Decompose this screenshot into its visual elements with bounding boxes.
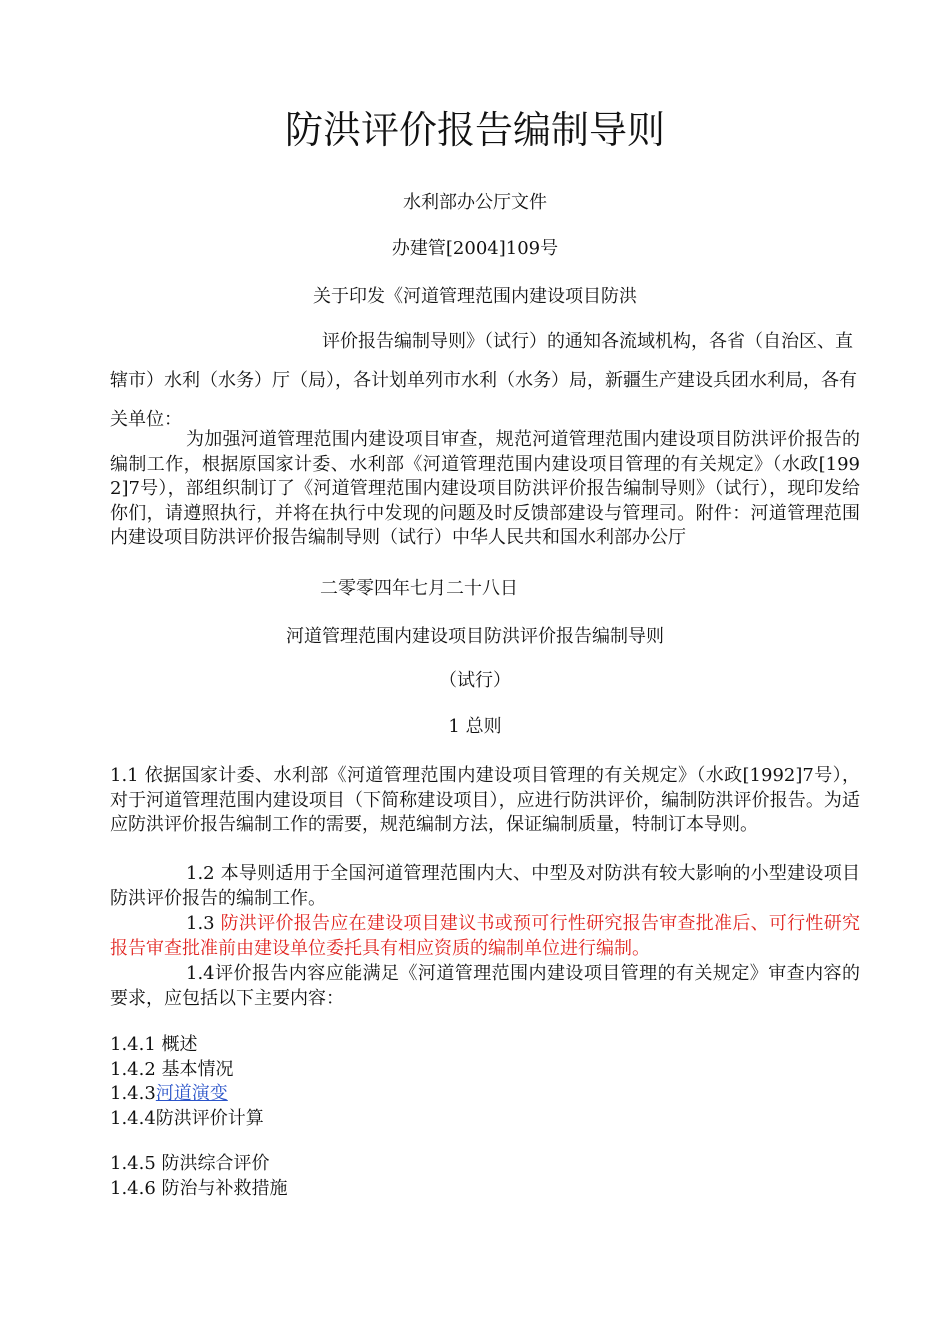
- contents-list-a: [110, 1033, 264, 1131]
- document-title: 防洪评价报告编制导则: [284, 108, 665, 152]
- section-heading: 1 总则: [448, 716, 502, 737]
- document-number: 办建管[2004]109号: [391, 238, 559, 259]
- clause-1-3: [110, 912, 860, 961]
- list-item: 1.4.1 概述: [110, 1034, 198, 1055]
- list-item: 1.4.4防洪评价计算: [110, 1107, 264, 1129]
- clause-1-4: 1.4评价报告内容应能满足《河道管理范围内建设项目管理的有关规定》审查内容的要求，应包括以下主要内容：: [110, 963, 860, 1009]
- notice-recipients: 评价报告编制导则》（试行）的通知各流域机构，各省（自治区、直辖市）水利（水务）厅（局），各计划单列市水利（水务）局，新疆生产建设兵团水利局，各有关单位：: [110, 331, 857, 430]
- list-item: 1.4.6 防治与补救措施: [110, 1177, 288, 1199]
- list-item: [110, 1082, 264, 1107]
- notice-date: 二零零四年七月二十八日: [320, 578, 518, 599]
- clause-1-3-highlighted-text: 防洪评价报告应在建设项目建议书或预可行性研究报告审查批准后、可行性研究报告审查批准前由建设单位委托具有相应资质的编制单位进行编制。: [110, 913, 860, 959]
- list-item-number: 1.4.3: [110, 1083, 156, 1105]
- clause-1-3-number: 1.3: [186, 913, 221, 934]
- notice-body: 为加强河道管理范围内建设项目审查，规范河道管理范围内建设项目防洪评价报告的编制工作，根据原国家计委、水利部《河道管理范围内建设项目管理的有关规定》（水政[1992]7号），部组织制订了《河道管理范围内建设项目防洪评价报告编制导则》（试行），现印发给你们，请遵照执行，并将在执行中发现的问题及时反馈部建设与管理司。附件：河道管理范围内建设项目防洪评价报告编制导则（试行）中华人民共和国水利部办公厅: [110, 429, 860, 549]
- issuing-office: 水利部办公厅文件: [403, 192, 547, 213]
- contents-list-b: [110, 1152, 288, 1201]
- list-item: 1.4.2 基本情况: [110, 1058, 234, 1080]
- clause-1-1: 1.1 依据国家计委、水利部《河道管理范围内建设项目管理的有关规定》（水政[1992]7号），对于河道管理范围内建设项目（下简称建设项目），应进行防洪评价，编制防洪评价报告。为适应防洪评价报告编制工作的需要，规范编制方法，保证编制质量，特制订本导则。: [110, 765, 860, 836]
- clause-1-2: 1.2 本导则适用于全国河道管理范围内大、中型及对防洪有较大影响的小型建设项目防洪评价报告的编制工作。: [110, 863, 860, 909]
- guide-title: 河道管理范围内建设项目防洪评价报告编制导则: [286, 626, 664, 647]
- notice-title-line: 关于印发《河道管理范围内建设项目防洪: [313, 286, 637, 307]
- river-evolution-link[interactable]: 河道演变: [155, 1083, 228, 1105]
- list-item: 1.4.5 防洪综合评价: [110, 1153, 270, 1174]
- guide-trial-label: （试行）: [439, 670, 511, 691]
